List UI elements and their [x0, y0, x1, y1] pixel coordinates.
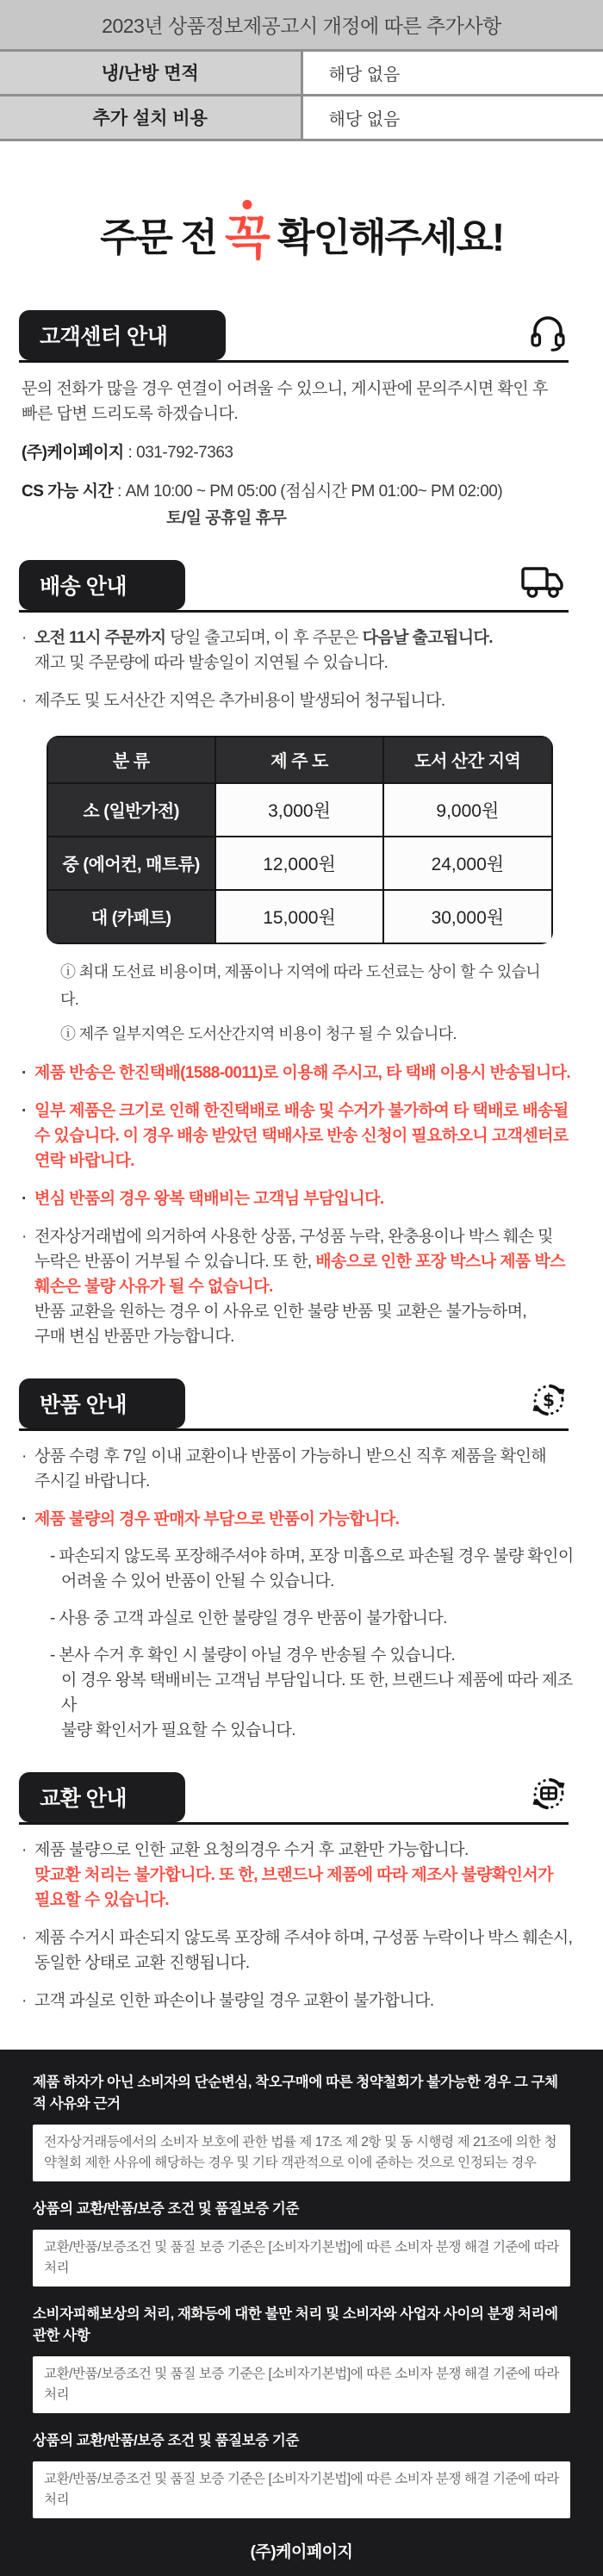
truck-icon — [520, 565, 569, 606]
table-row: 대 (카페트) 15,000원 30,000원 — [47, 890, 552, 943]
legal-heading: 소비자피해보상의 처리, 재화등에 대한 불만 처리 및 소비자와 사업자 사이의 분쟁 처리에 관한 사항 — [33, 2305, 558, 2343]
section-title-badge: 교환 안내 — [19, 1772, 185, 1822]
shipping-content — [22, 625, 577, 1349]
cs-hours-label: CS 가능 시간 — [22, 482, 114, 501]
table-row: 중 (에어컨, 매트류) 12,000원 24,000원 — [47, 837, 552, 890]
list-item: · 제품 수거시 파손되지 않도록 포장해 주셔야 하며, 구성품 누락이나 박스 훼손시, 동일한 상태로 교환 진행됩니다. — [22, 1928, 573, 1972]
table-header-row: 분 류 제 주 도 도서 산간 지역 — [47, 737, 552, 783]
table-row — [0, 50, 603, 95]
spec-table-title: 2023년 상품정보제공고시 개정에 따른 추가사항 — [0, 0, 603, 50]
legal-box: 교환/반품/보증조건 및 품질 보증 기준은 [소비자기본법]에 따른 소비자 분쟁 해결 기준에 따라 처리 — [33, 2461, 570, 2518]
legal-box: 교환/반품/보증조건 및 품질 보증 기준은 [소비자기본법]에 따른 소비자 분쟁 해결 기준에 따라 처리 — [33, 2230, 570, 2287]
list-item: · 제품 불량으로 인한 교환 요청의경우 수거 후 교환만 가능합니다. 맞교환 처리는 불가합니다. 또 한, 브랜드나 제품에 따라 제조사 불량확인서가 필요할 수 있습니다. — [22, 1840, 553, 1909]
headline-pre: 주문 전 — [100, 215, 216, 259]
list-subitem: - 파손되지 않도록 포장해주셔야 하며, 포장 미흡으로 파손될 경우 불량 확인이 어려울 수 있어 반품이 안될 수 있습니다. — [50, 1546, 574, 1590]
section-title-badge: 배송 안내 — [19, 560, 185, 610]
legal-section — [33, 2072, 570, 2181]
table-row — [0, 95, 603, 140]
legal-section — [33, 2199, 570, 2287]
cs-hours-note: 토/일 공휴일 휴무 — [166, 508, 287, 527]
legal-heading: 상품의 교환/반품/보증 조건 및 품질보증 기준 — [33, 2432, 299, 2448]
cs-hours-value: AM 10:00 ~ PM 05:00 (점심시간 PM 01:00~ PM 02:00) — [125, 482, 503, 501]
spec-table-header-row — [0, 0, 603, 50]
list-item: · 일부 제품은 크기로 인해 한진택배로 배송 및 수거가 불가하여 타 택배로 배송될 수 있습니다. 이 경우 배송 받았던 택배사로 반송 신청이 필요하오니 고객센터로 연락 바랍니다. — [22, 1101, 569, 1170]
list-item: · 전자상거래법에 의거하여 사용한 상품, 구성품 누락, 완충용이나 박스 훼손 및 누락은 반품이 거부될 수 있습니다. 또 한, 배송으로 인한 포장 박스나 제품 박스 훼손은 불량 사유가 될 수 없습니다. 반품 교환을 원하는 경우 이 사유로 인한 불량 반품 및 교환은 불가능하며, 구매 변심 반품만 가능합니다. — [22, 1227, 565, 1346]
legal-box: 전자상거래등에서의 소비자 보호에 관한 법률 제 17조 제 2항 및 동 시행령 제 21조에 의한 청약철회 제한 사유에 해당하는 경우 및 기타 객관적으로 이에 준하는 것으로 인정되는 경우 — [33, 2125, 570, 2181]
shipping-section — [0, 560, 603, 1349]
table-row: 소 (일반가전) 3,000원 9,000원 — [47, 783, 552, 837]
company-name: (주)케이페이지 — [250, 2542, 353, 2561]
spec-row-label: 냉/난방 면적 — [0, 50, 302, 95]
list-item: · 고객 과실로 인한 파손이나 불량일 경우 교환이 불가합니다. — [22, 1991, 434, 2010]
legal-heading: 제품 하자가 아닌 소비자의 단순변심, 착오구매에 따른 청약철회가 불가능한 경우 그 구체적 사유와 근거 — [33, 2074, 558, 2112]
section-header — [19, 310, 569, 363]
exchange-section — [0, 1772, 603, 2013]
cs-hours-line: CS 가능 시간 : AM 10:00 ~ PM 05:00 (점심시간 PM 01:00~ PM 02:00) — [22, 482, 503, 501]
spec-row-value: 해당 없음 — [302, 50, 603, 95]
cs-description: 문의 전화가 많을 경우 연결이 어려울 수 있으니, 게시판에 문의주시면 확인 후 빠른 답변 드리도록 하겠습니다. — [22, 379, 548, 423]
section-header — [19, 560, 569, 613]
section-title-badge: 반품 안내 — [19, 1378, 185, 1428]
refresh-dollar-icon — [529, 1380, 569, 1424]
legal-box: 교환/반품/보증조건 및 품질 보증 기준은 [소비자기본법]에 따른 소비자 분쟁 해결 기준에 따라 처리 — [33, 2356, 570, 2413]
spec-row-value: 해당 없음 — [302, 95, 603, 140]
list-item: · 변심 반품의 경우 왕복 택배비는 고객님 부담입니다. — [22, 1189, 384, 1208]
cs-company-label: (주)케이페이지 — [22, 443, 124, 462]
table-note: ⓘ 최대 도선료 비용이며, 제품이나 지역에 따라 도선료는 상이 할 수 있습니다. — [60, 962, 541, 1008]
cs-phone-line: (주)케이페이지 : 031-792-7363 — [22, 443, 233, 462]
section-header — [19, 1378, 569, 1431]
legal-section — [33, 2304, 570, 2413]
customer-service-section — [0, 310, 603, 531]
cs-phone-number: 031-792-7363 — [136, 443, 233, 462]
svg-text:$: $ — [543, 1389, 555, 1410]
headline-emphasis-char: 꼭 — [224, 210, 270, 264]
list-item: · 제품 반송은 한진택배(1588-0011)로 이용해 주시고, 타 택배 이용시 반송됩니다. — [22, 1063, 571, 1082]
exchange-content — [22, 1838, 577, 2013]
list-subitem: - 본사 수거 후 확인 시 불량이 아닐 경우 반송될 수 있습니다. 이 경우 왕복 택배비는 고객님 부담입니다. 또 한, 브랜드나 제품에 따라 제조사 불량 확인서가 필요할 수 있습니다. — [50, 1646, 573, 1739]
returns-content — [22, 1444, 577, 1743]
list-item: · 제품 불량의 경우 판매자 부담으로 반품이 가능합니다. — [22, 1509, 400, 1528]
section-header — [19, 1772, 569, 1825]
returns-section — [0, 1378, 603, 1743]
headline-post: 확인해주세요! — [277, 215, 503, 259]
legal-section — [33, 2430, 570, 2518]
customer-service-content — [22, 376, 577, 531]
list-item: · 오전 11시 주문까지 당일 출고되며, 이 후 주문은 다음날 출고됩니다. 재고 및 주문량에 따라 발송일이 지연될 수 있습니다. — [22, 628, 493, 672]
table-note: ⓘ 제주 일부지역은 도서산간지역 비용이 청구 될 수 있습니다. — [60, 1024, 457, 1042]
legal-footer — [0, 2050, 603, 2576]
page-title — [0, 195, 603, 281]
section-title-badge: 고객센터 안내 — [19, 310, 226, 360]
spec-row-label: 추가 설치 비용 — [0, 95, 302, 140]
legal-heading: 상품의 교환/반품/보증 조건 및 품질보증 기준 — [33, 2200, 299, 2217]
list-item: · 제주도 및 도서산간 지역은 추가비용이 발생되어 청구됩니다. — [22, 691, 445, 710]
exchange-box-icon — [529, 1774, 569, 1818]
list-subitem: - 사용 중 고객 과실로 인한 불량일 경우 반품이 불가합니다. — [50, 1608, 447, 1627]
spec-table — [0, 0, 603, 141]
headset-icon — [527, 312, 569, 356]
shipping-fee-table — [47, 736, 553, 944]
list-item: · 상품 수령 후 7일 이내 교환이나 반품이 가능하니 받으신 직후 제품을 확인해 주시길 바랍니다. — [22, 1447, 547, 1490]
